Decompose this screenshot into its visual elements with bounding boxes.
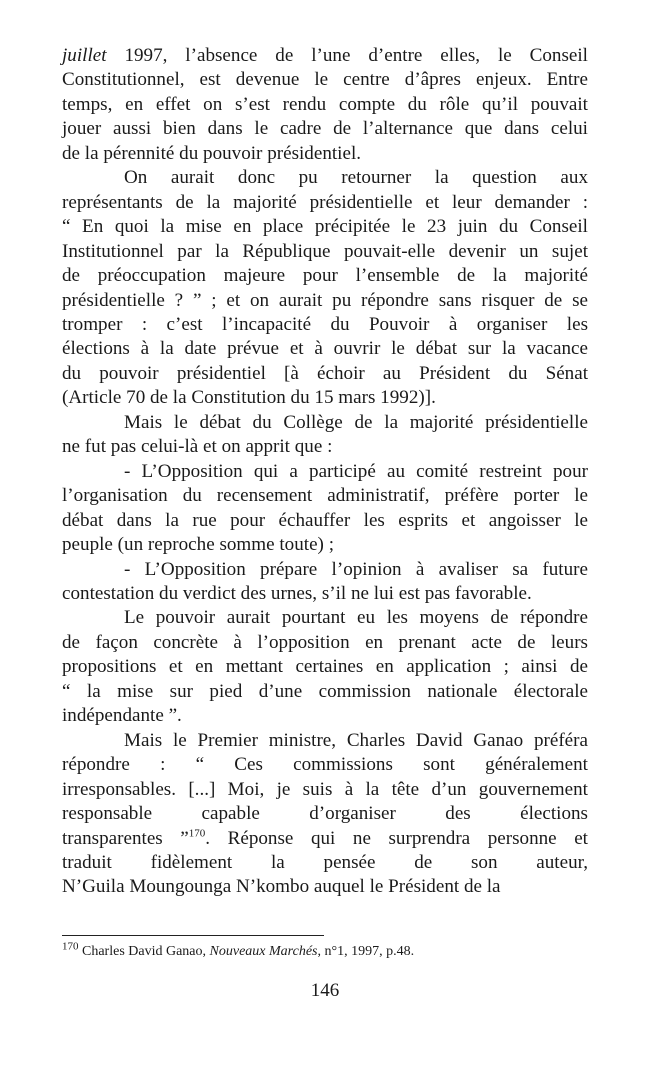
text-line: [62, 484, 588, 508]
line-text: l’organisation du recensement administratif, préfère porter le: [62, 485, 588, 507]
line-text: Mais le Premier ministre, Charles David Ganao préféra: [124, 729, 588, 751]
line-text: répondre : “ Ces commissions sont généralement: [62, 754, 588, 776]
paragraph-p6: [62, 606, 588, 728]
text-line: [62, 655, 588, 679]
text-line: [62, 558, 588, 582]
paragraph-p4: [62, 460, 588, 558]
line-text: N’Guila Moungounga N’kombo auquel le Président de la: [62, 876, 501, 898]
text-line: [62, 827, 588, 851]
text-line: [62, 582, 588, 606]
text-line: [62, 215, 588, 239]
paragraph-p5: [62, 558, 588, 607]
line-text: indépendante ”.: [62, 705, 182, 727]
text-line: [62, 68, 588, 92]
line-text: - L’Opposition prépare l’opinion à avaliser sa future: [124, 558, 588, 580]
text-line: [62, 704, 588, 728]
text-line: [62, 142, 588, 166]
text-line: [62, 362, 588, 386]
line-text: débat dans la rue pour échauffer les esprits et angoisser le: [62, 509, 588, 531]
line-text: représentants de la majorité présidentielle et leur demander :: [62, 191, 588, 213]
text-line: [62, 533, 588, 557]
footnote-separator: [62, 935, 324, 936]
line-text: On aurait donc pu retourner la question aux: [124, 167, 588, 189]
text-line: [62, 460, 588, 484]
text-line: [62, 753, 588, 777]
line-text: “ la mise sur pied d’une commission nationale électorale: [62, 680, 588, 702]
line-text: Mais le débat du Collège de la majorité présidentielle: [124, 411, 588, 433]
text-line: [62, 166, 588, 190]
text-line: [62, 191, 588, 215]
paragraph-p7: [62, 729, 588, 900]
line-text: - L’Opposition qui a participé au comité restreint pour: [124, 460, 588, 482]
line-text: contestation du verdict des urnes, s’il ne lui est pas favorable.: [62, 582, 532, 604]
page-number: 146: [310, 980, 340, 1001]
line-text: traduit fidèlement la pensée de son auteur,: [62, 851, 588, 873]
footnote-number: 170: [62, 940, 79, 953]
line-text: de la pérennité du pouvoir présidentiel.: [62, 142, 362, 164]
footnote-details: , n°1, 1997, p.48.: [317, 944, 415, 959]
line-text: propositions et en mettant certaines en application ; ainsi de: [62, 656, 588, 678]
text-line: [62, 289, 588, 313]
line-text-tail: . Réponse qui ne surprendra personne et: [205, 827, 588, 849]
line-text: (Article 70 de la Constitution du 15 mars 1992)].: [62, 387, 436, 409]
line-text: de préoccupation majeure pour l’ensemble de la majorité: [62, 265, 588, 287]
line-text: Le pouvoir aurait pourtant eu les moyens de répondre: [124, 607, 588, 629]
text-line: [62, 337, 588, 361]
line-text: ne fut pas celui-là et on apprit que :: [62, 436, 333, 458]
page-body: [62, 44, 588, 900]
text-line: [62, 875, 588, 899]
line-text: temps, en effet on s’est rendu compte du rôle qu’il pouvait: [62, 93, 588, 115]
text-line: [62, 851, 588, 875]
text-line: [62, 240, 588, 264]
text-line: [62, 313, 588, 337]
text-line: [62, 606, 588, 630]
line-text: responsable capable d’organiser des élections: [62, 803, 588, 825]
text-line: [62, 778, 588, 802]
text-line: [62, 631, 588, 655]
italic-word: juillet: [62, 45, 107, 66]
line-text: Institutionnel par la République pouvait-elle devenir un sujet: [62, 240, 588, 262]
text-line: [62, 729, 588, 753]
line-text: irresponsables. [...] Moi, je suis à la tête d’un gouvernement: [62, 778, 588, 800]
line-text: transparentes ”: [62, 827, 189, 849]
line-text: jouer aussi bien dans le cadre de l’alternance que dans celui: [62, 118, 588, 140]
line-text: 1997, l’absence de l’une d’entre elles, le Conseil: [106, 45, 588, 66]
text-line: [62, 411, 588, 435]
paragraph-p1: [62, 44, 588, 166]
line-text: Constitutionnel, est devenue le centre d’âpres enjeux. Entre: [62, 69, 588, 91]
text-line: [62, 680, 588, 704]
body-text: [62, 44, 588, 900]
line-text: du pouvoir présidentiel [à échoir au Président du Sénat: [62, 362, 588, 384]
text-line: [62, 117, 588, 141]
text-line: [62, 802, 588, 826]
footnote-author: Charles David Ganao,: [78, 944, 210, 959]
text-line: [62, 509, 588, 533]
text-line: [62, 386, 588, 410]
paragraph-p3: [62, 411, 588, 460]
footnote-170: [62, 940, 588, 961]
text-line: [62, 435, 588, 459]
footnote-ref-170[interactable]: 170: [188, 827, 206, 840]
line-text: de façon concrète à l’opposition en prenant acte de leurs: [62, 631, 588, 653]
line-text: élections à la date prévue et à ouvrir le débat sur la vacance: [62, 338, 588, 360]
line-text: présidentielle ? ” ; et on aurait pu répondre sans risquer de se: [62, 289, 588, 311]
footnote-source: Nouveaux Marchés: [209, 944, 318, 959]
text-line: [62, 93, 588, 117]
text-line: [62, 44, 588, 68]
line-text: “ En quoi la mise en place précipitée le 23 juin du Conseil: [62, 216, 588, 238]
paragraph-p2: [62, 166, 588, 411]
line-text: peuple (un reproche somme toute) ;: [62, 534, 334, 556]
line-text: tromper : c’est l’incapacité du Pouvoir à organiser les: [62, 313, 588, 335]
text-line: [62, 264, 588, 288]
